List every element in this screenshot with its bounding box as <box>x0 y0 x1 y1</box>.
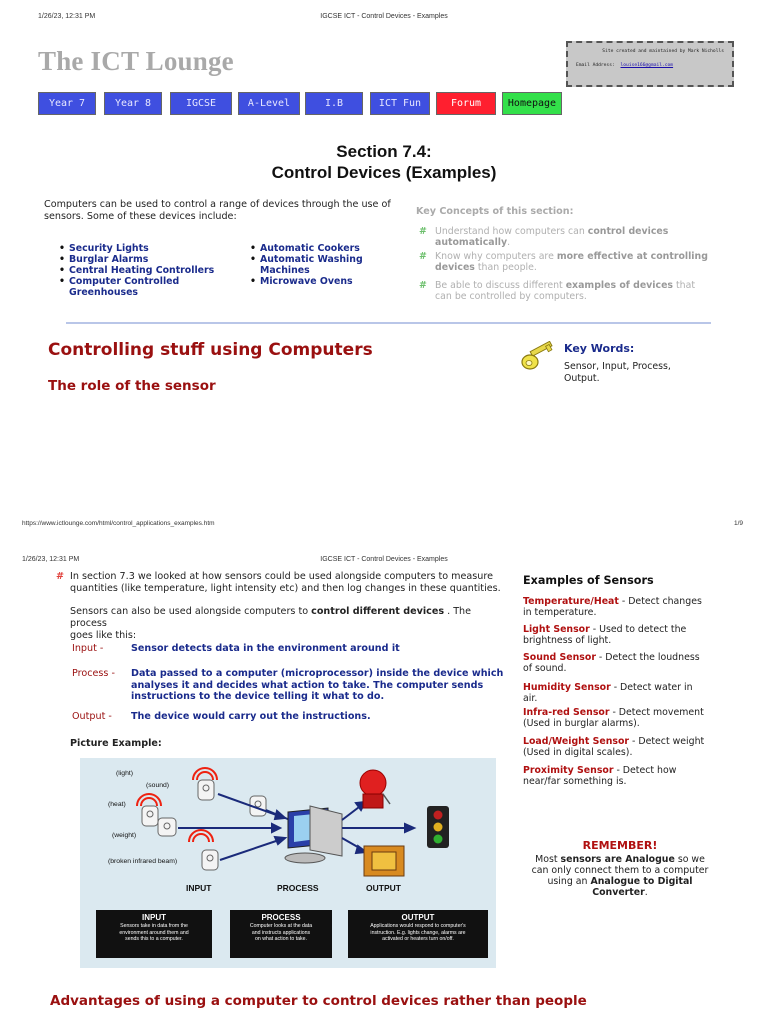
box-title: INPUT <box>142 913 166 922</box>
box-title: OUTPUT <box>401 913 435 922</box>
key-concepts-heading: Key Concepts of this section: <box>416 206 574 217</box>
caption-output: OUTPUT <box>366 883 401 893</box>
step-text-output: The device would carry out the instructions. <box>131 711 371 722</box>
site-title[interactable]: The ICT Lounge <box>38 46 234 76</box>
sensor-desc: - Detect how <box>613 765 677 776</box>
output-arrows <box>342 802 414 853</box>
box-line: and instructs applications <box>251 929 311 936</box>
intro2-line1: In section 7.3 we looked at how sensors could be used alongside computers to measure <box>70 571 494 582</box>
key-concept-item <box>416 280 716 302</box>
key-concept-item <box>416 251 716 273</box>
sensor-role-heading: The role of the sensor <box>48 378 216 394</box>
sensor-desc: - Detect changes <box>618 596 702 607</box>
kc-text: . <box>507 237 511 248</box>
step-label-input: Input - <box>72 643 104 654</box>
para2-bold: control different devices <box>311 606 445 617</box>
sensor-desc: near/far something is. <box>523 776 627 787</box>
sensor-name: Infra-red Sensor <box>523 707 610 718</box>
hash-bullet-icon: # <box>419 251 427 262</box>
key-words-list <box>564 361 671 384</box>
hash-bullet-icon: # <box>56 571 65 582</box>
kc-text: Know why computers are <box>435 251 557 262</box>
box-line: Applications would respond to computer's <box>370 923 466 929</box>
sensor-name: Temperature/Heat <box>523 596 619 607</box>
key-concepts-list <box>416 226 716 302</box>
sensor-desc: air. <box>523 693 538 704</box>
list-item <box>523 682 723 704</box>
remember-bold: Converter <box>592 887 645 898</box>
kc-text: that <box>673 280 696 291</box>
nav-year7-button[interactable]: Year 7 <box>38 92 96 115</box>
process-line3: instructions to the device telling it what to do. <box>131 691 385 702</box>
kc-text: Be able to discuss different <box>435 280 566 291</box>
hash-bullet-icon: # <box>419 226 427 237</box>
label-heat: (heat) <box>108 801 126 808</box>
sensor-desc: (Used in burglar alarms). <box>523 718 640 729</box>
kc-bold: examples of devices <box>565 280 674 291</box>
nav-forum-button[interactable]: Forum <box>436 92 496 115</box>
intro-line2: sensors. Some of these devices include: <box>44 211 237 222</box>
key-concept-item <box>416 226 716 248</box>
process-description-box <box>230 910 332 958</box>
key-icon <box>520 341 556 373</box>
intro-line1: Computers can be used to control a range of devices through the use of <box>44 199 391 210</box>
sensor-name: Load/Weight Sensor <box>523 736 630 747</box>
para2-text: . The process <box>70 606 472 629</box>
heat-sensor-icon <box>137 794 161 826</box>
para2-line2: goes like this: <box>70 630 137 641</box>
device-list-col2 <box>250 243 400 287</box>
intro2-line2: quantities (like temperature, light intensity etc) and then log changes in these quantities. <box>70 583 501 594</box>
sensor-name: Light Sensor <box>523 624 590 635</box>
nav-igcse-button[interactable]: IGCSE <box>170 92 232 115</box>
list-item: • Automatic Cookers <box>250 243 400 254</box>
remember-text: Most <box>535 854 561 865</box>
key-words-line1: Sensor, Input, Process, <box>564 361 671 372</box>
nav-alevel-button[interactable]: A-Level <box>238 92 300 115</box>
para2-text: Sensors can also be used alongside computers to <box>70 606 312 617</box>
sensor-desc: in temperature. <box>523 607 597 618</box>
nav-ictfun-button[interactable]: ICT Fun <box>370 92 430 115</box>
advantages-heading: Advantages of using a computer to control devices rather than people <box>50 993 587 1009</box>
credit-box <box>566 41 734 87</box>
sensor-name: Sound Sensor <box>523 652 596 663</box>
step-text-process <box>131 668 511 703</box>
kc-bold: more effective at controlling <box>556 251 708 262</box>
caption-input: INPUT <box>186 883 212 893</box>
kc-text: can be controlled by computers. <box>435 291 587 302</box>
sensors-heading: Examples of Sensors <box>523 574 654 587</box>
controlling-heading: Controlling stuff using Computers <box>48 340 373 360</box>
picture-example-label: Picture Example: <box>70 738 162 749</box>
process-line2: analyses it and decides what action to take. The computer sends <box>131 679 484 691</box>
list-item <box>523 736 723 758</box>
remember-line2: can only connect them to a computer <box>531 865 709 876</box>
traffic-light-icon <box>427 806 449 848</box>
box-line: Computer looks at the data <box>249 923 313 929</box>
sensor-desc: - Detect movement <box>609 707 704 718</box>
infrared-sensor-icon <box>189 830 218 870</box>
section-number: Section 7.4: <box>336 142 432 161</box>
remember-bold: sensors are Analogue <box>560 854 675 865</box>
kc-bold: devices <box>435 262 475 273</box>
intro-text <box>44 199 404 223</box>
box-line: environment around them and <box>119 929 189 936</box>
label-light: (light) <box>116 770 133 777</box>
input-description-box <box>96 910 212 958</box>
print-datetime: 1/26/23, 12:31 PM <box>22 556 80 563</box>
box-line: on what action to take. <box>255 936 307 943</box>
weight-sensor-icon <box>158 818 176 836</box>
label-weight: (weight) <box>112 832 137 839</box>
sensor-name: Proximity Sensor <box>523 765 614 776</box>
print-page-title: IGCSE ICT - Control Devices - Examples <box>320 556 448 563</box>
caption-process: PROCESS <box>277 883 319 893</box>
sensor-desc: of sound. <box>523 663 567 674</box>
sensor-name: Humidity Sensor <box>523 682 611 693</box>
list-item <box>523 707 723 729</box>
kc-text: than people. <box>474 262 537 273</box>
light-sensor-icon <box>193 768 217 800</box>
page2-intro <box>56 571 506 595</box>
remember-line3 <box>520 876 720 887</box>
list-item <box>523 624 723 646</box>
list-item: • Security Lights <box>59 243 249 254</box>
key-words-line2: Output. <box>564 372 600 384</box>
remember-line4 <box>520 887 720 898</box>
process-line1: Data passed to a computer (microprocessor) inside the device which <box>131 668 504 679</box>
device-list-col1 <box>59 243 249 298</box>
hash-bullet-icon: # <box>419 280 427 291</box>
box-line: instruction. E.g. lights change, alarms are <box>370 929 466 936</box>
label-infrared: (broken infrared beam) <box>108 858 178 865</box>
list-item: • Burglar Alarms <box>59 254 249 265</box>
remember-line1 <box>520 854 720 865</box>
alarm-bell-icon <box>360 770 390 808</box>
list-item: • Central Heating Controllers <box>59 265 249 276</box>
input-process-output-diagram <box>80 758 496 968</box>
email-label: Email Address: <box>576 63 615 68</box>
credit-line: Site created and maintained by Mark Nicholls <box>602 49 724 54</box>
print-datetime: 1/26/23, 12:31 PM <box>38 13 96 20</box>
sensor-desc: - Detect water in <box>610 682 693 693</box>
step-label-process: Process - <box>72 668 115 679</box>
list-item-continued: Greenhouses <box>69 287 139 298</box>
section-divider <box>66 322 711 324</box>
key-words-title: Key Words: <box>564 342 635 355</box>
list-item: • Computer Controlled <box>59 276 249 287</box>
remember-title: REMEMBER! <box>582 839 658 852</box>
list-item: • Automatic Washing <box>250 254 400 265</box>
sensor-desc: brightness of light. <box>523 635 612 646</box>
nav-homepage-button[interactable]: Homepage <box>502 92 562 115</box>
footer-url[interactable]: https://www.ictlounge.com/html/control_applications_examples.htm <box>22 520 215 527</box>
kc-text: Understand how computers can <box>435 226 588 237</box>
list-item <box>523 596 723 618</box>
nav-year8-button[interactable]: Year 8 <box>104 92 162 115</box>
heater-icon <box>364 846 404 876</box>
box-line: Sensors take in data from the <box>120 923 188 929</box>
step-label-output: Output - <box>72 711 112 722</box>
email-link[interactable]: louise166@gmail.com <box>620 63 674 68</box>
remember-text: . <box>644 887 648 898</box>
remember-bold: Analogue to Digital <box>590 876 693 887</box>
box-title: PROCESS <box>261 913 301 922</box>
sensor-desc: - Detect the loudness <box>595 652 700 663</box>
sensor-desc: - Used to detect the <box>589 624 687 635</box>
output-description-box <box>348 910 488 958</box>
sensor-list <box>523 596 723 787</box>
footer-page: 1/9 <box>734 520 744 527</box>
label-sound: (sound) <box>146 782 170 789</box>
input-arrows <box>178 794 290 860</box>
section-title: Control Devices (Examples) <box>271 163 497 182</box>
remember-box <box>520 839 720 898</box>
list-item <box>523 765 723 787</box>
sensor-desc: - Detect weight <box>629 736 705 747</box>
list-item <box>523 652 723 674</box>
step-text-input: Sensor detects data in the environment around it <box>131 643 400 654</box>
computer-icon <box>285 806 342 863</box>
list-item-continued: Machines <box>260 265 310 276</box>
remember-text: using an <box>547 876 591 887</box>
list-item: • Microwave Ovens <box>250 276 400 287</box>
kc-bold: automatically <box>435 237 508 248</box>
box-line: sends this to a computer. <box>125 936 183 943</box>
remember-text: so we <box>674 854 705 865</box>
print-page-title: IGCSE ICT - Control Devices - Examples <box>320 13 448 20</box>
kc-bold: control devices <box>587 226 669 237</box>
nav-ib-button[interactable]: I.B <box>305 92 363 115</box>
page2-para2 <box>70 606 510 642</box>
sensor-desc: (Used in digital scales). <box>523 747 633 758</box>
box-line: activated or heaters turn on/off. <box>382 936 454 943</box>
